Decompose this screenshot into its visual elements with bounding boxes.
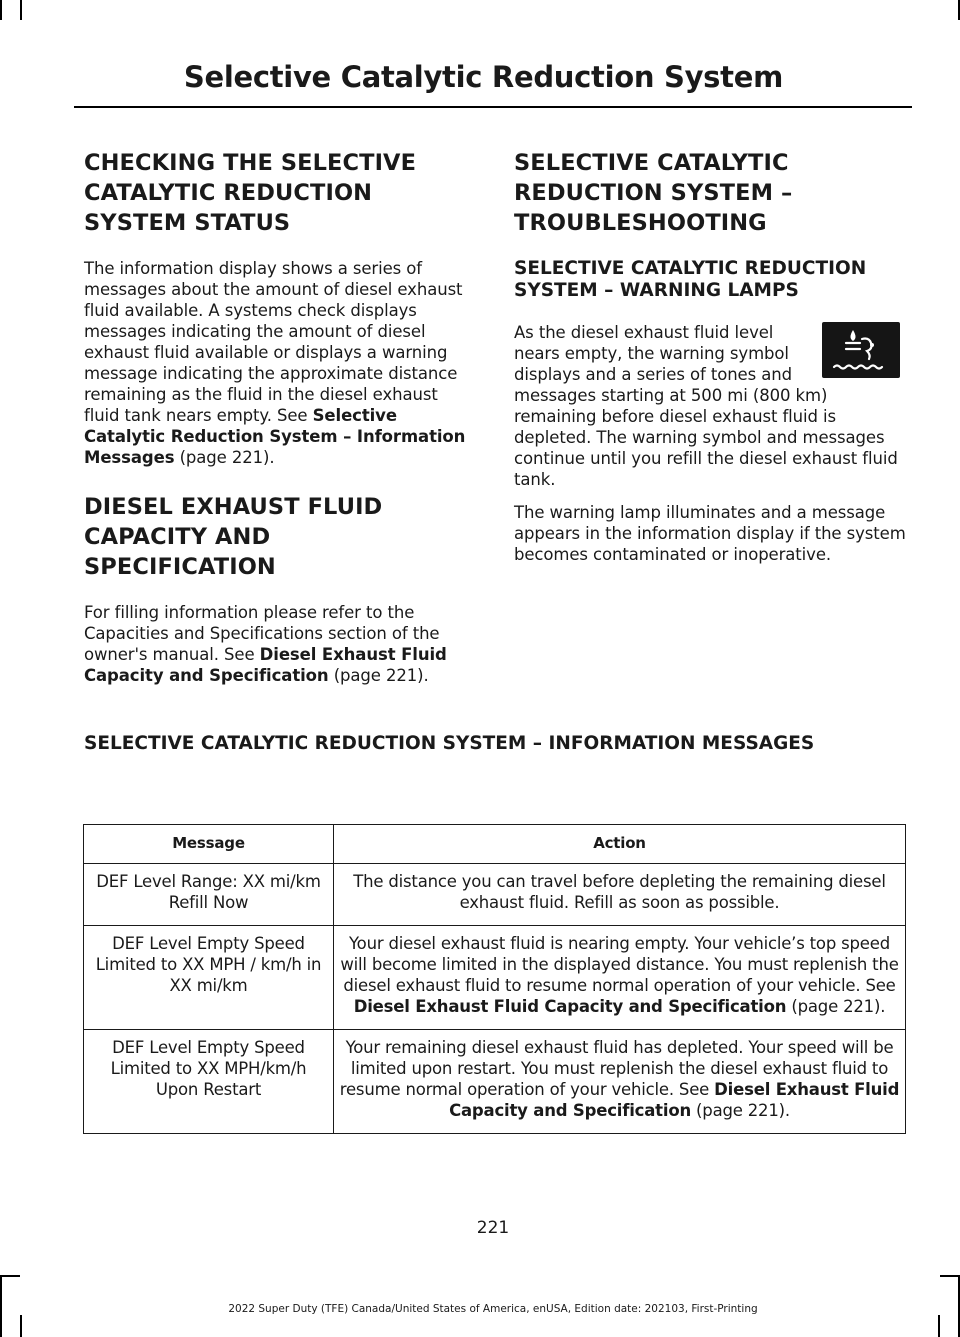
heading-scr-troubleshooting [514,148,906,238]
action-cell [334,864,906,926]
cross-reference-link[interactable]: Diesel Exhaust Fluid Capacity and Specification [84,645,447,685]
cross-reference-link[interactable]: Diesel Exhaust Fluid Capacity and Specification [449,1080,900,1120]
action-text: Your remaining diesel exhaust fluid has depleted. Your speed will be limited upon restart. You must replenish the diesel exhaust fluid to resume normal operation of your vehicle. See [339,1038,894,1099]
crop-mark [0,1275,20,1277]
paragraph-text: The information display shows a series of messages about the amount of diesel exhaust fluid available. A systems check displays messages indicating the amount of diesel exhaust fluid available or displays a warning message indicating the approximate distance remaining as the fluid in the diesel exhaust fluid tank nears empty. See [84,259,463,425]
heading-line: TROUBLESHOOTING [514,210,767,236]
subheading-warning-lamps: SELECTIVE CATALYTIC REDUCTION SYSTEM – WARNING LAMPS [514,258,867,301]
scr-status-paragraph [84,258,474,468]
page-header-title: Selective Catalytic Reduction System [183,60,783,94]
def-capacity-paragraph [84,602,474,686]
message-cell: DEF Level Empty Speed Limited to XX MPH / km/h in XX mi/km [84,926,334,1030]
heading-line: SELECTIVE CATALYTIC [514,150,789,176]
header-divider [74,106,912,108]
heading-information-messages: SELECTIVE CATALYTIC REDUCTION SYSTEM – INFORMATION MESSAGES [84,733,815,754]
action-text: Your diesel exhaust fluid is nearing empty. Your vehicle’s top speed will become limited in the displayed distance. You must replenish the diesel exhaust fluid to resume normal operation of your vehicle. See [340,934,899,995]
heading-line: CATALYTIC REDUCTION [84,180,373,206]
left-column [84,148,474,698]
page-number: 221 [476,1218,510,1238]
crop-mark [938,1315,940,1337]
page-reference: (page 221). [328,666,429,685]
heading-line: SPECIFICATION [84,554,276,580]
crop-mark [20,1315,22,1337]
message-cell: DEF Level Range: XX mi/km Refill Now [84,864,334,926]
message-cell: DEF Level Empty Speed Limited to XX MPH/km/h Upon Restart [84,1030,334,1134]
crop-mark [940,1275,960,1277]
action-cell [334,926,906,1030]
heading-line: DIESEL EXHAUST FLUID [84,494,383,520]
page-reference: (page 221). [786,997,886,1016]
cross-reference-link[interactable]: Selective Catalytic Reduction System – Information Messages [84,406,466,467]
page-reference: (page 221). [174,448,275,467]
action-cell [334,1030,906,1134]
heading-line: CAPACITY AND [84,524,271,550]
right-column [514,148,906,577]
edition-footer: 2022 Super Duty (TFE) Canada/United States of America, enUSA, Edition date: 202103, First-Printing [228,1303,758,1315]
heading-line: REDUCTION SYSTEM – [514,180,793,206]
action-text: The distance you can travel before depleting the remaining diesel exhaust fluid. Refill as soon as possible. [353,872,886,912]
paragraph-text: For filling information please refer to the Capacities and Specifications section of the owner's manual. See [84,603,440,664]
warning-lamp-paragraph-1: As the diesel exhaust fluid level nears empty, the warning symbol displays and a series of tones and messages starting at 500 mi (800 km) remaining before diesel exhaust fluid is depleted. The warning symbol and messages continue until you refill the diesel exhaust fluid tank. [514,323,898,489]
table-row [84,1030,906,1134]
table-header-row [84,825,906,864]
information-messages-table [83,824,906,1134]
crop-mark [20,0,22,20]
heading-line: CHECKING THE SELECTIVE [84,150,417,176]
heading-checking-scr-status [84,148,474,238]
diesel-exhaust-fluid-warning-icon [822,322,900,378]
table-row [84,926,906,1030]
column-header-action: Action [334,825,906,864]
crop-mark [0,0,2,20]
heading-def-capacity [84,492,474,582]
heading-line: SYSTEM STATUS [84,210,291,236]
column-header-message: Message [84,825,334,864]
cross-reference-link[interactable]: Diesel Exhaust Fluid Capacity and Specification [353,997,787,1016]
page-reference: (page 221). [691,1101,790,1120]
table-row [84,864,906,926]
warning-lamp-paragraph-2: The warning lamp illuminates and a message appears in the information display if the system becomes contaminated or inoperative. [514,503,906,564]
